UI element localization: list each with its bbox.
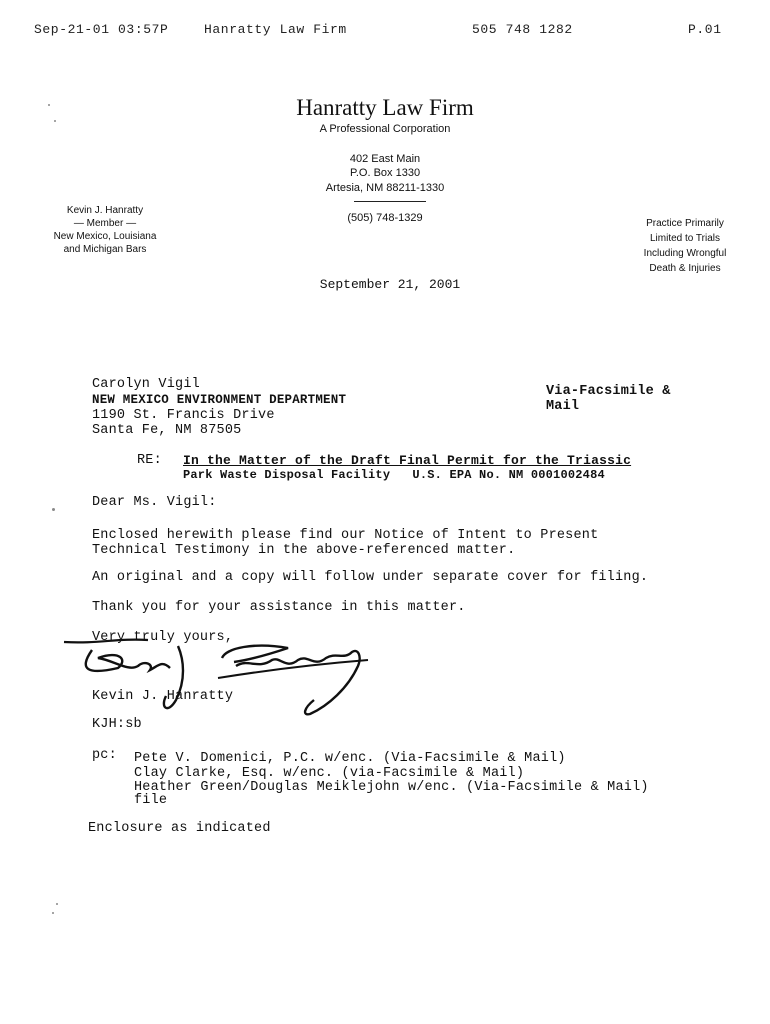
pc-recipient: file [134, 793, 168, 808]
fax-phone: 505 748 1282 [472, 22, 573, 37]
firm-city: Artesia, NM 88211-1330 [325, 182, 445, 194]
signer-name: Kevin J. Hanratty [92, 689, 234, 704]
pc-label: pc: [92, 748, 117, 763]
member-line: — Member — [73, 218, 137, 229]
re-subject-line1: In the Matter of the Draft Final Permit for the Triassic [183, 453, 632, 468]
scan-speck [48, 104, 50, 106]
pc-recipient: Pete V. Domenici, P.C. w/enc. (Via-Facsimile & Mail) [134, 751, 566, 766]
scan-speck [52, 912, 54, 914]
fax-datetime: Sep-21-01 03:57P [34, 22, 169, 37]
member-line: New Mexico, Louisiana [53, 231, 157, 242]
typist-initials: KJH:sb [92, 717, 142, 732]
practice-line: Death & Injuries [649, 263, 721, 274]
practice-line: Including Wrongful [643, 248, 727, 259]
practice-line: Limited to Trials [649, 233, 721, 244]
practice-line: Practice Primarily [646, 218, 724, 229]
firm-po-box: P.O. Box 1330 [349, 167, 421, 179]
delivery-method: Via-Facsimile & [546, 384, 671, 399]
member-line: Kevin J. Hanratty [66, 205, 144, 216]
recipient-name: Carolyn Vigil [92, 377, 200, 392]
salutation: Dear Ms. Vigil: [92, 495, 217, 510]
pc-recipient: Clay Clarke, Esq. w/enc. (via-Facsimile & Mail) [134, 766, 525, 781]
recipient-city: Santa Fe, NM 87505 [92, 423, 242, 438]
scan-speck [56, 903, 58, 905]
delivery-method: Mail [546, 399, 580, 414]
body-paragraph-line: Thank you for your assistance in this matter. [92, 600, 466, 615]
closing: Very truly yours, [92, 630, 234, 645]
member-info [30, 204, 180, 256]
firm-phone: (505) 748-1329 [347, 212, 423, 224]
scan-speck [52, 508, 55, 511]
scan-speck [54, 120, 56, 122]
enclosure-note: Enclosure as indicated [88, 821, 271, 836]
firm-subtitle: A Professional Corporation [319, 123, 451, 135]
fax-sender: Hanratty Law Firm [204, 22, 347, 37]
re-subject-line2: Park Waste Disposal Facility U.S. EPA No. NM 0001002484 [183, 468, 605, 482]
fax-page-number: P.01 [688, 22, 722, 37]
recipient-org: NEW MEXICO ENVIRONMENT DEPARTMENT [92, 393, 347, 407]
handwritten-signature [58, 630, 378, 720]
letter-date: September 21, 2001 [319, 277, 461, 292]
address-divider [354, 201, 426, 202]
body-paragraph-line: Technical Testimony in the above-referenced matter. [92, 543, 516, 558]
pc-recipient: Heather Green/Douglas Meiklejohn w/enc. (Via-Facsimile & Mail) [134, 780, 649, 795]
re-label: RE: [137, 453, 162, 468]
firm-street: 402 East Main [349, 153, 421, 165]
recipient-street: 1190 St. Francis Drive [92, 408, 275, 423]
firm-name: Hanratty Law Firm [296, 95, 474, 120]
member-line: and Michigan Bars [63, 244, 147, 255]
practice-info [625, 216, 745, 276]
body-paragraph-line: An original and a copy will follow under separate cover for filing. [92, 570, 649, 585]
body-paragraph-line: Enclosed herewith please find our Notice of Intent to Present [92, 528, 599, 543]
